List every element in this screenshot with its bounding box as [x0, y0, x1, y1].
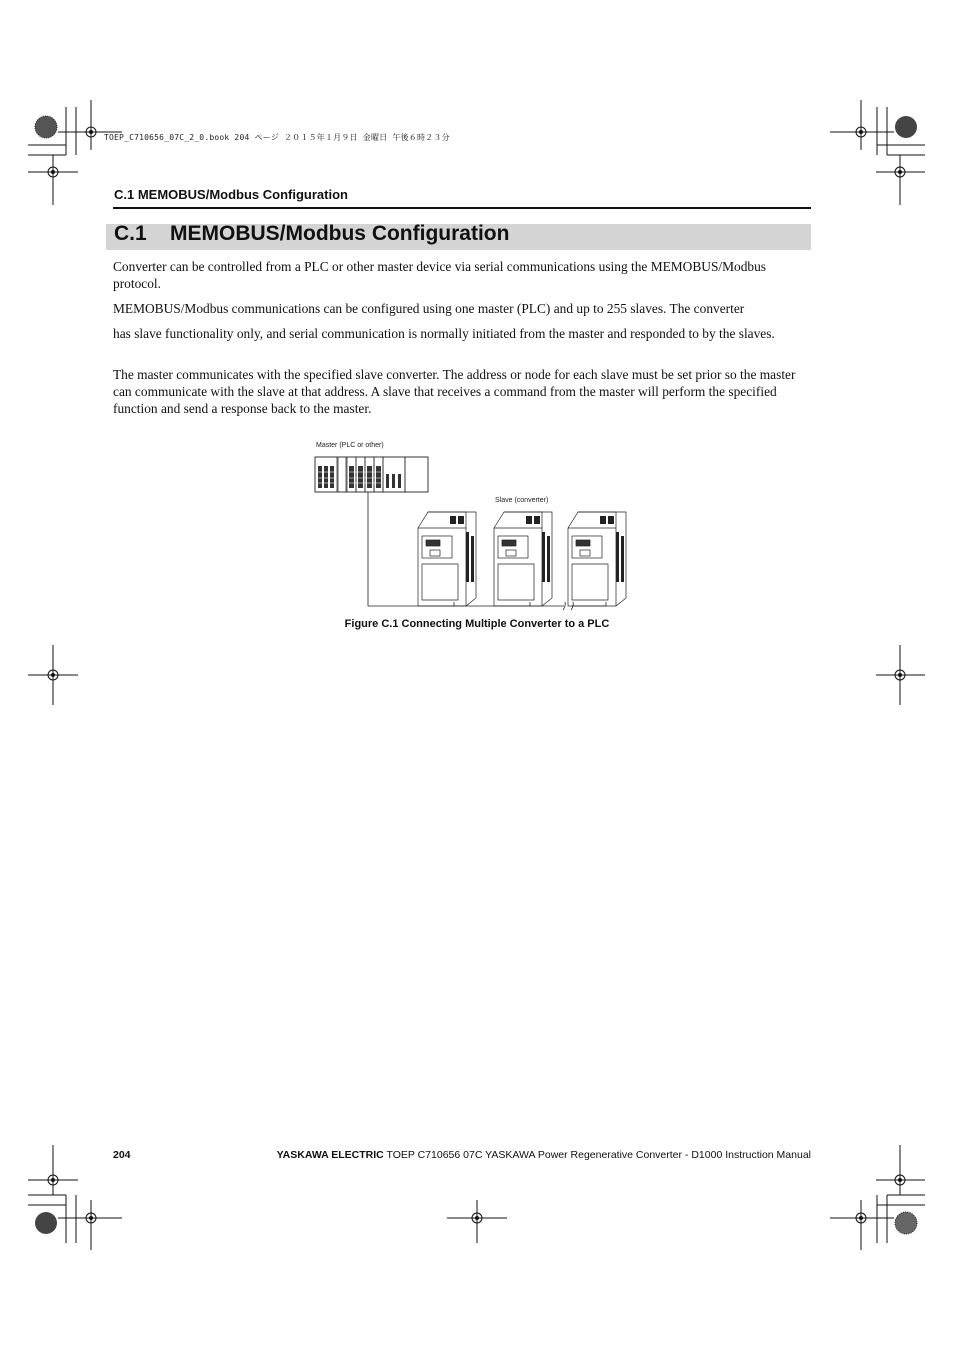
converter-2-icon	[494, 512, 552, 606]
paragraph-4: The master communicates with the specified slave converter. The address or node for each slave must be set prior so the master can communicate with the slave at that address. A slave that receives a command from the master will perform the specified function and send a response back to the master.	[113, 367, 796, 416]
plc-master-icon	[315, 457, 428, 492]
section-title	[114, 222, 509, 246]
running-header: C.1 MEMOBUS/Modbus Configuration	[114, 187, 348, 202]
footer-brand: YASKAWA ELECTRIC	[276, 1149, 384, 1161]
serial-wiring	[368, 492, 606, 610]
paragraph-2: MEMOBUS/Modbus communications can be configured using one master (PLC) and up to 255 slaves. The converter	[113, 301, 745, 316]
footer-manual-name: TOEP C710656 07C YASKAWA Power Regenerative Converter - D1000 Instruction Manual	[383, 1149, 811, 1161]
paragraph-3: has slave functionality only, and serial communication is normally initiated from the master and responded to by the slaves.	[113, 326, 775, 341]
master-label: Master (PLC or other)	[316, 442, 384, 449]
paragraph-1: Converter can be controlled from a PLC or other master device via serial communications using the MEMOBUS/Modbus protocol.	[113, 259, 767, 291]
header-rule	[113, 207, 811, 209]
page-number: 204	[113, 1149, 131, 1161]
converter-1-icon	[418, 512, 476, 606]
network-diagram	[300, 436, 660, 616]
print-slug: TOEP_C710656_07C_2_0.book 204 ページ ２０１５年１月９日 金曜日 午後６時２３分	[104, 133, 450, 142]
footer-manual-title	[277, 1149, 811, 1161]
section-number: C.1	[114, 222, 147, 245]
converter-3-icon	[568, 512, 626, 606]
section-title-text: MEMOBUS/Modbus Configuration	[170, 222, 510, 245]
figure-caption: Figure C.1 Connecting Multiple Converter to a PLC	[344, 618, 610, 630]
slave-label: Slave (converter)	[495, 497, 549, 504]
